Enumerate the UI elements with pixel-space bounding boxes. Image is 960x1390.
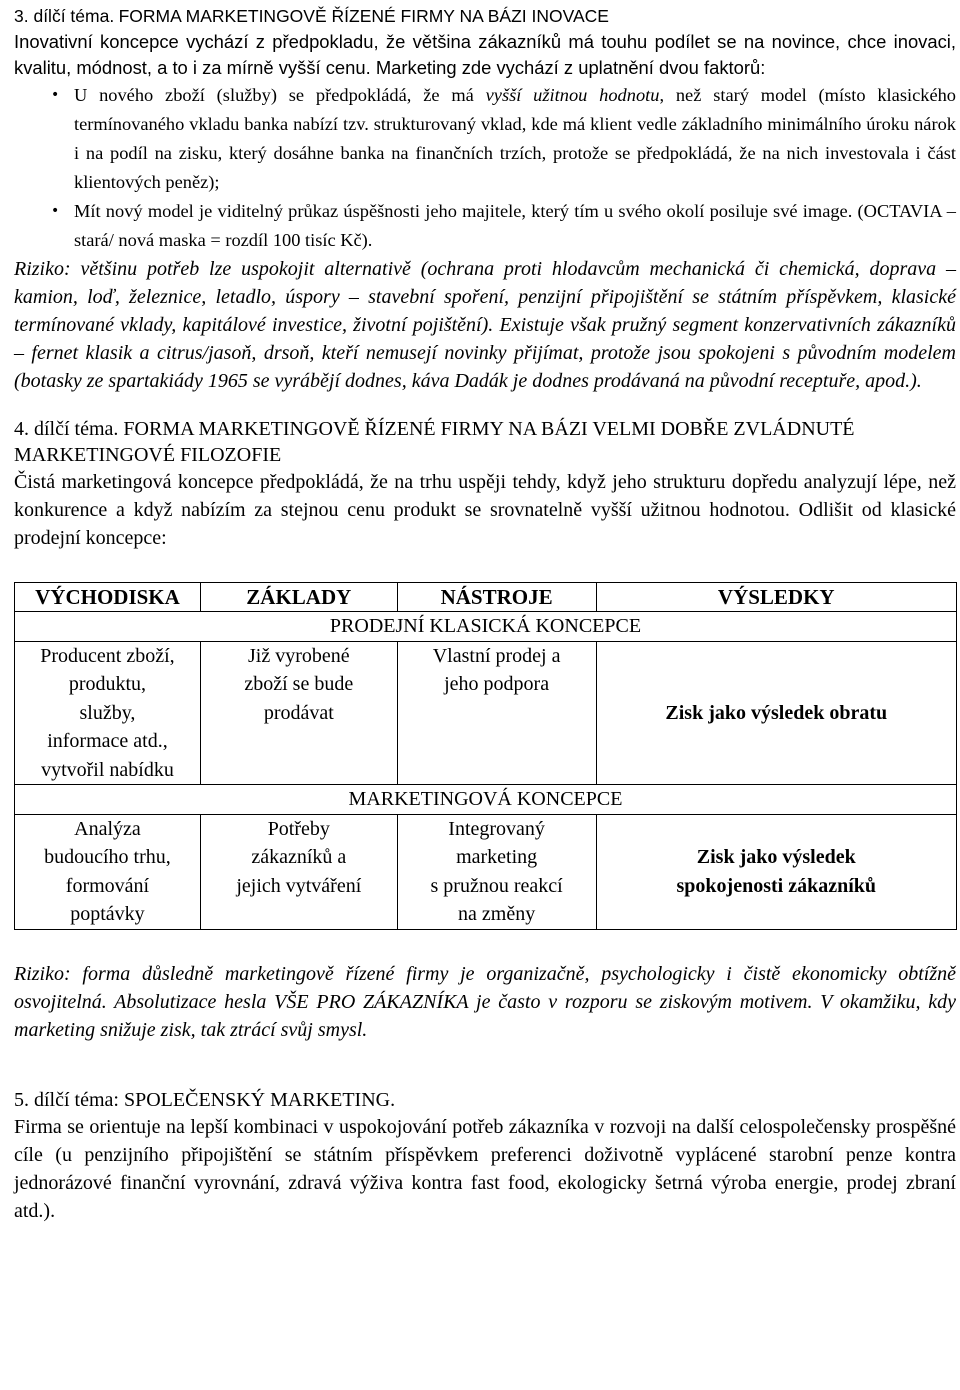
section3-bullet-list (14, 81, 956, 255)
section3-heading (14, 4, 956, 29)
section3-bullet-item (14, 81, 956, 197)
table-row (15, 814, 957, 929)
table-cell (397, 641, 596, 785)
section4-heading-title: FORMA MARKETINGOVĚ ŘÍZENÉ FIRMY NA BÁZI VELMI DOBŘE ZVLÁDNUTÉ MARKETINGOVÉ FILOZOFIE (14, 418, 855, 466)
cell-line: zákazníků a (251, 846, 347, 868)
section3-risk-part2: Existuje však pružný segment konzervativních zákazníků – fernet klasik a citrus/jasoň, drsoň, kteří nemusejí novinky přijímat, protože jsou spokojeni s původním modelem (botasky ze spartakiády 1965 se vyrábějí dodnes, káva Dadák je dodnes prodávaná na původní receptuře, apod.). (14, 314, 956, 392)
section4-intro-tail: Odlišit od klasické prodejní koncepce: (14, 499, 957, 549)
cell-line: spokojenosti zákazníků (676, 874, 876, 897)
cell-line: poptávky (70, 903, 145, 925)
section4-intro (14, 468, 956, 552)
section5-heading-title: SPOLEČENSKÝ MARKETING. (123, 1088, 396, 1111)
cell-line: zboží se bude (244, 673, 354, 695)
table-cell (397, 814, 596, 929)
table-cell-result (596, 641, 956, 785)
section3-heading-prefix: 3. dílčí téma. (14, 6, 115, 26)
section3-risk-part1: Riziko: většinu potřeb lze uspokojit alternativě (ochrana proti hlodavcům mechanická či chemická, doprava – kamion, loď, železnice, letadlo, úspory – stavební spoření, penzijní připojištění se státním příspěvkem, klasické termínované vklady, kapitálové investice, životní pojištění). (14, 258, 956, 336)
cell-line: formování (65, 874, 150, 897)
table-cell (200, 814, 397, 929)
cell-line: Již vyrobené (247, 644, 350, 667)
cell-line: Vlastní prodej a (432, 644, 561, 667)
table-header-cell: VÝSLEDKY (596, 583, 956, 612)
table-cell (15, 641, 201, 785)
cell-line: Zisk jako výsledek (696, 846, 856, 868)
section3-risk (14, 255, 956, 395)
section3-intro: Inovativní koncepce vychází z předpokladu, že většina zákazníků má touhu podílet se na novince, chce inovaci, kvalitu, módnost, a to i za mírně vyšší cenu. Marketing zde vychází z uplatnění dvou faktorů: (14, 31, 956, 78)
table-group-row (15, 785, 957, 815)
table-cell (200, 641, 397, 785)
bullet1-emphasis: vyšší užitnou hodnotu (485, 85, 660, 105)
section3-heading-title: FORMA MARKETINGOVĚ ŘÍZENÉ FIRMY NA BÁZI INOVACE (118, 6, 609, 26)
cell-line: jeho podpora (444, 673, 550, 695)
cell-line: služby, (79, 701, 136, 724)
table-header-row (15, 583, 957, 612)
section5-heading-prefix: 5. dílčí téma: (14, 1088, 119, 1111)
cell-line: na změny (458, 903, 536, 925)
document-page (14, 4, 956, 1225)
section4-heading-prefix: 4. dílčí téma. (14, 418, 119, 440)
bullet1-text-start: U nového zboží (služby) se předpokládá, že má (74, 85, 486, 105)
cell-line: Producent zboží, (40, 644, 175, 667)
section4-intro-main: Čistá marketingová koncepce předpokládá, že na trhu uspěji tehdy, když jeho strukturu dopředu analyzují lépe, než konkurence a když nabízím za stejnou cenu produkt se srovnatelně vyšší užitnou hodnotou. (14, 471, 956, 521)
section5-heading (14, 1087, 956, 1113)
table-group-title: PRODEJNÍ KLASICKÁ KONCEPCE (15, 612, 957, 642)
cell-line: prodávat (263, 701, 334, 724)
cell-line: marketing (456, 846, 538, 868)
bullet2-text: Mít nový model je viditelný průkaz úspěšnosti jeho majitele, který tím u svého okolí posiluje své image. (OCTAVIA – stará/ nová maska = rozdíl 100 tisíc Kč). (74, 201, 956, 250)
table-header-cell: ZÁKLADY (200, 583, 397, 612)
table-group-row (15, 612, 957, 642)
cell-line: vytvořil nabídku (41, 758, 174, 781)
table-header-cell: VÝCHODISKA (15, 583, 201, 612)
cell-line: Zisk jako výsledek obratu (665, 701, 888, 724)
cell-line: Analýza (74, 817, 141, 840)
table-header-cell: NÁSTROJE (397, 583, 596, 612)
section4-heading (14, 416, 956, 468)
section4-risk: Riziko: forma důsledně marketingově řízené firmy je organizačně, psychologicky i čistě ekonomicky obtížně osvojitelná. Absolutizace hesla VŠE PRO ZÁKAZNÍKA je často v rozporu se ziskovým motivem. V okamžiku, kdy marketing snižuje zisk, tak ztrácí svůj smysl. (14, 962, 956, 1041)
cell-line: budoucího trhu, (44, 846, 171, 868)
bullet-icon: • (51, 203, 60, 219)
table-cell (15, 814, 201, 929)
cell-line: jejich vytváření (236, 874, 362, 897)
bullet-icon: • (51, 87, 60, 103)
table-row (15, 641, 957, 785)
cell-line: Integrovaný (448, 817, 545, 840)
cell-line: s pružnou reakcí (430, 874, 563, 897)
cell-line: Potřeby (267, 817, 330, 840)
section3-bullet-item (14, 197, 956, 255)
cell-line: produktu, (68, 673, 147, 695)
table-cell-result (596, 814, 956, 929)
section5-text: Firma se orientuje na lepší kombinaci v uspokojování potřeb zákazníka v rozvoji na další celospolečensky prospěšné cíle (u penzijního připojištění se státním příspěvkem preferenci doživotně vyplácené starobní penze kontra jednorázové finanční vyrovnání, zdravá výživa kontra fast food, ekologicky šetrná výroba energie, prodej zbraní atd.). (14, 1115, 956, 1222)
concept-comparison-table (14, 582, 957, 930)
table-group-title: MARKETINGOVÁ KONCEPCE (15, 785, 957, 815)
cell-line: informace atd., (47, 730, 168, 752)
bullet1-text-end: , než starý model (místo klasického termínovaného vkladu banka nabízí tzv. strukturovaný vklad, kde má klient vedle základního minimálního úroku nárok i na podíl na zisku, který dosáhne banka na finančních trzích, protože se předpokládá, že na nich investovala i část klientových peněz); (74, 85, 956, 192)
